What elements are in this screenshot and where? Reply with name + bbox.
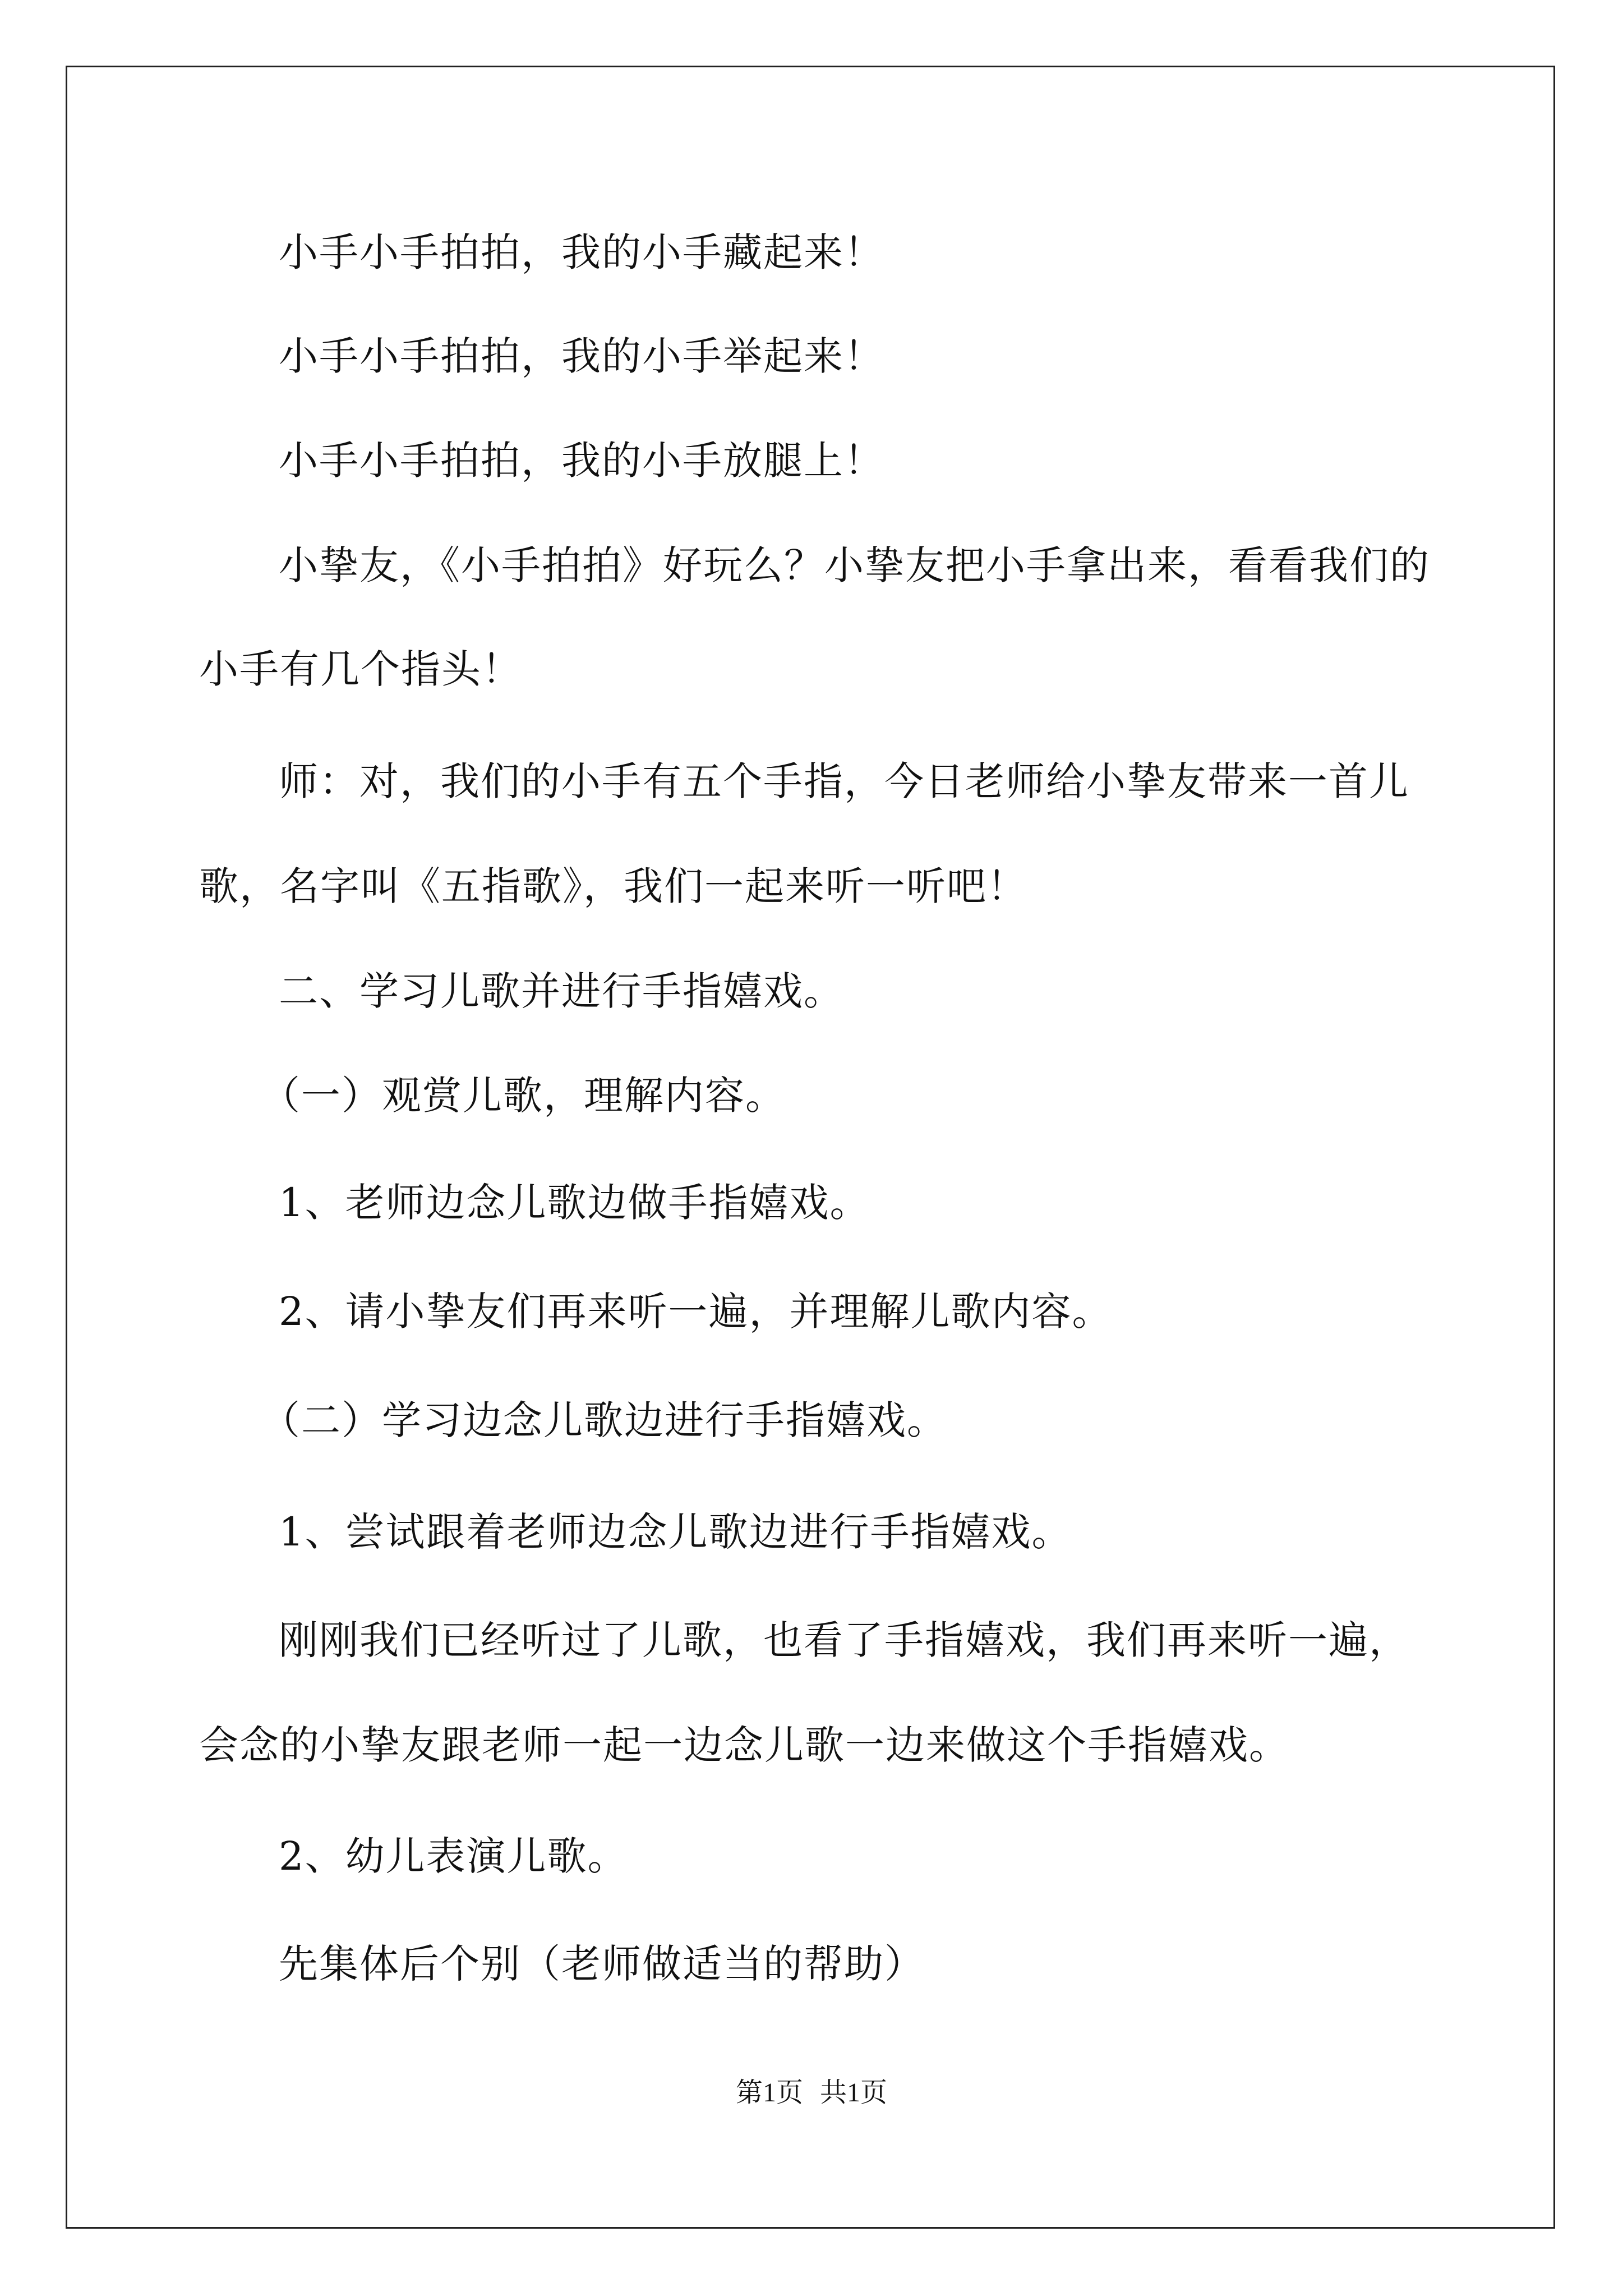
text-line-1: 小手小手拍拍，我的小手藏起来！ xyxy=(279,229,884,275)
text-line-13: 1、尝试跟着老师边念儿歌边进行手指嬉戏。 xyxy=(279,1509,1072,1555)
page-footer: 第1页 共1页 xyxy=(735,2078,887,2108)
text-line-12: （二）学习边念儿歌边进行手指嬉戏。 xyxy=(261,1397,947,1443)
text-line-10: 1、老师边念儿歌边做手指嬉戏。 xyxy=(279,1180,870,1226)
text-line-6: 师：对，我们的小手有五个手指，今日老师给小挚友带来一首儿 xyxy=(279,758,1409,804)
text-line-14: 刚刚我们已经听过了儿歌，也看了手指嬉戏，我们再来听一遍， xyxy=(279,1617,1409,1663)
text-line-3: 小手小手拍拍，我的小手放腿上！ xyxy=(279,438,884,484)
text-line-15: 会念的小挚友跟老师一起一边念儿歌一边来做这个手指嬉戏。 xyxy=(199,1722,1289,1768)
text-line-17: 先集体后个别（老师做适当的帮助） xyxy=(279,1941,925,1987)
page-border xyxy=(66,66,1555,2229)
text-line-2: 小手小手拍拍，我的小手举起来！ xyxy=(279,333,884,379)
text-line-11: 2、请小挚友们再来听一遍，并理解儿歌内容。 xyxy=(279,1289,1113,1335)
text-line-4: 小挚友，《小手拍拍》好玩么？小挚友把小手拿出来，看看我们的 xyxy=(279,542,1430,588)
text-line-7: 歌，名字叫《五指歌》，我们一起来听一听吧！ xyxy=(199,863,1027,909)
text-line-5: 小手有几个指头！ xyxy=(199,646,522,692)
text-line-16: 2、幼儿表演儿歌。 xyxy=(279,1833,628,1879)
text-line-8: 二、学习儿歌并进行手指嬉戏。 xyxy=(279,968,844,1014)
text-line-9: （一）观赏儿歌，理解内容。 xyxy=(261,1073,786,1119)
